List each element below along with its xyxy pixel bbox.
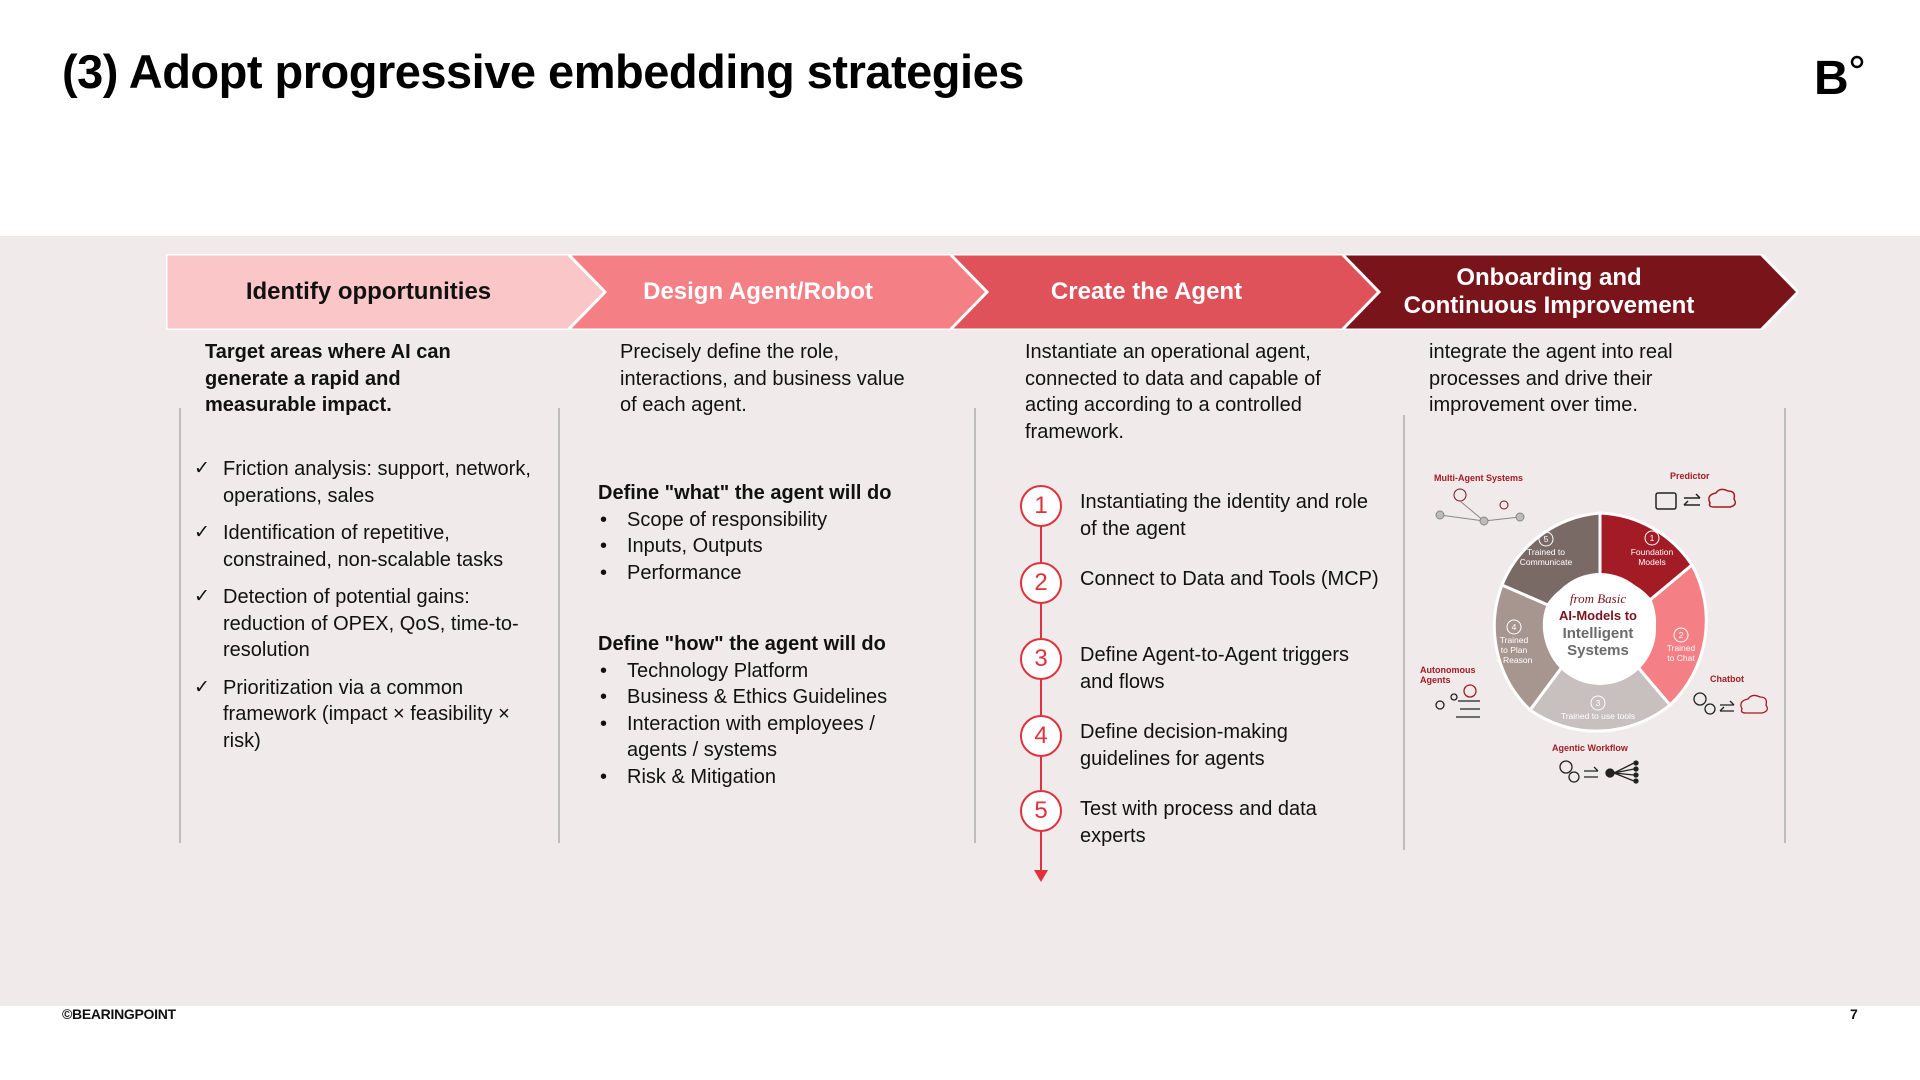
segment-number: 1 bbox=[1649, 533, 1655, 543]
divider-line bbox=[1403, 415, 1405, 850]
phase-design-agent bbox=[568, 254, 990, 330]
list-item bbox=[598, 658, 938, 685]
col1-intro bbox=[205, 339, 525, 419]
divider-line bbox=[179, 408, 181, 843]
checkmark-icon: ✓ bbox=[194, 586, 210, 607]
list-item bbox=[598, 560, 938, 587]
list-item-text: Risk & Mitigation bbox=[627, 765, 776, 788]
segment-label: Trained bbox=[1666, 643, 1696, 653]
bullet-icon: • bbox=[600, 561, 608, 584]
footer-copyright: ©BEARINGPOINT bbox=[62, 1006, 176, 1022]
segment-number: 4 bbox=[1511, 622, 1517, 632]
bullet-icon: • bbox=[600, 712, 608, 735]
segment-label: Trained bbox=[1499, 635, 1529, 645]
bearingpoint-logo bbox=[1812, 48, 1872, 108]
segment-number: 2 bbox=[1678, 630, 1684, 640]
phase-create-agent bbox=[950, 254, 1382, 330]
phase-identify-opportunities bbox=[166, 254, 608, 330]
list-item-text: Interaction with employees / agents / systems bbox=[627, 712, 875, 761]
list-item bbox=[598, 684, 938, 711]
define-what-section bbox=[598, 480, 938, 586]
list-item-text: Identification of repetitive, constrained, non-scalable tasks bbox=[223, 522, 504, 571]
arrow-down-icon bbox=[1034, 870, 1048, 882]
list-item bbox=[598, 711, 938, 764]
list-item-text: Friction analysis: support, network, operations, sales bbox=[223, 458, 531, 507]
segment-number: 5 bbox=[1543, 534, 1549, 544]
step-number-badge: 2 bbox=[1020, 562, 1062, 604]
segment-label: to Chat bbox=[1667, 653, 1695, 663]
step-text: Connect to Data and Tools (MCP) bbox=[1080, 568, 1379, 590]
phase-label-line2: Continuous Improvement bbox=[1403, 292, 1695, 319]
intro-line: connected to data and capable of bbox=[1025, 367, 1321, 390]
intro-line: Instantiate an operational agent, bbox=[1025, 341, 1311, 363]
bullet-list bbox=[598, 507, 938, 587]
divider-line bbox=[558, 408, 560, 843]
bullet-icon: • bbox=[600, 508, 608, 531]
list-item-text: Performance bbox=[627, 561, 742, 584]
bullet-icon: • bbox=[600, 535, 608, 557]
outer-label-predictor: Predictor bbox=[1670, 471, 1710, 481]
agentic-workflow-icon bbox=[1560, 761, 1638, 783]
checkmark-icon: ✓ bbox=[194, 676, 210, 698]
intro-line: framework. bbox=[1025, 420, 1124, 443]
autonomous-agents-icon bbox=[1436, 685, 1480, 717]
page-number: 7 bbox=[1850, 1006, 1858, 1022]
list-item-text: Inputs, Outputs bbox=[627, 535, 763, 557]
phase-label: Design Agent/Robot bbox=[643, 278, 873, 305]
intro-line: interactions, and business value bbox=[620, 367, 905, 390]
bullet-list bbox=[598, 658, 938, 791]
chatbot-icon bbox=[1694, 693, 1767, 714]
segment-label: Trained to use tools bbox=[1560, 711, 1636, 721]
list-item bbox=[598, 764, 938, 791]
divider-line bbox=[974, 408, 976, 843]
phase-label bbox=[1342, 254, 1756, 330]
list-item-text: Prioritization via a common framework (impact × feasibility × risk) bbox=[223, 676, 510, 752]
checkmark-icon: ✓ bbox=[194, 522, 210, 543]
outer-label-agentic-workflow: Agentic Workflow bbox=[1552, 743, 1628, 753]
cycle-center-text: Systems bbox=[1567, 642, 1629, 659]
step-text: Define decision-making guidelines for agents bbox=[1080, 721, 1288, 770]
phase-label-line1: Onboarding and bbox=[1456, 264, 1642, 291]
cycle-center-text: from Basic bbox=[1569, 591, 1627, 606]
segment-number: 3 bbox=[1595, 698, 1601, 708]
list-item-text: Technology Platform bbox=[627, 659, 809, 682]
intro-line: processes and drive their bbox=[1429, 367, 1653, 390]
svg-text:B: B bbox=[1814, 52, 1849, 105]
step-number-badge: 5 bbox=[1020, 790, 1062, 832]
list-item bbox=[194, 520, 534, 573]
intro-line: of each agent. bbox=[620, 394, 747, 416]
intro-line: improvement over time. bbox=[1429, 394, 1638, 416]
checkmark-icon: ✓ bbox=[194, 458, 210, 479]
list-item bbox=[598, 533, 938, 560]
bullet-icon: • bbox=[600, 659, 608, 682]
step-text: Test with process and data experts bbox=[1080, 798, 1317, 847]
segment-label: Models bbox=[1638, 557, 1666, 567]
phase-label: Identify opportunities bbox=[245, 278, 492, 305]
section-heading: Define "how" the agent will do bbox=[598, 633, 886, 655]
segment-label: to Plan bbox=[1500, 645, 1528, 655]
segment-label: Communicate bbox=[1519, 557, 1573, 567]
list-item bbox=[194, 675, 534, 755]
bullet-icon: • bbox=[600, 686, 608, 708]
segment-label: + Reason bbox=[1495, 655, 1533, 665]
outer-label-multi-agent: Multi-Agent Systems bbox=[1434, 473, 1524, 483]
cycle-center-text: AI-Models to bbox=[1559, 608, 1637, 623]
phase-label: Create the Agent bbox=[1050, 278, 1243, 305]
col2-intro bbox=[620, 339, 950, 419]
list-item-text: Business & Ethics Guidelines bbox=[627, 686, 888, 708]
outer-label-autonomous: Agents bbox=[1420, 675, 1451, 685]
outer-label-autonomous: Autonomous bbox=[1420, 665, 1476, 675]
intro-line: Target areas where AI can bbox=[205, 341, 451, 363]
col4-intro bbox=[1429, 339, 1769, 419]
list-item-text: Scope of responsibility bbox=[627, 508, 828, 531]
intro-line: measurable impact. bbox=[205, 394, 392, 416]
step-number-badge: 1 bbox=[1020, 485, 1062, 527]
multi-agent-network-icon bbox=[1436, 489, 1524, 525]
phase-onboarding bbox=[1342, 254, 1798, 330]
list-item-text: Detection of potential gains: reduction of OPEX, QoS, time-to-resolution bbox=[223, 586, 519, 661]
outer-label-chatbot: Chatbot bbox=[1710, 674, 1744, 684]
intro-line: generate a rapid and bbox=[205, 367, 401, 390]
step-text: Define Agent-to-Agent triggers and flows bbox=[1080, 644, 1350, 693]
intro-line: Precisely define the role, bbox=[620, 341, 840, 363]
define-how-section bbox=[598, 631, 938, 790]
section-heading: Define "what" the agent will do bbox=[598, 482, 892, 504]
col3-intro bbox=[1025, 339, 1365, 445]
cycle-center-text: Intelligent bbox=[1562, 625, 1634, 642]
step-number-badge: 4 bbox=[1020, 715, 1062, 757]
segment-label: Foundation bbox=[1630, 547, 1674, 557]
ai-evolution-cycle-diagram bbox=[1420, 465, 1820, 795]
predictor-icon bbox=[1656, 489, 1735, 509]
intro-line: acting according to a controlled bbox=[1025, 394, 1302, 416]
step-text: Instantiating the identity and role of the agent bbox=[1080, 491, 1368, 540]
page-title: (3) Adopt progressive embedding strategies bbox=[62, 45, 1024, 98]
opportunity-checklist bbox=[194, 456, 534, 765]
segment-label: Trained to bbox=[1527, 547, 1565, 557]
step-number-badge: 3 bbox=[1020, 638, 1062, 680]
list-item bbox=[598, 507, 938, 534]
bullet-icon: • bbox=[600, 765, 608, 788]
list-item bbox=[194, 584, 534, 664]
intro-line: integrate the agent into real bbox=[1429, 341, 1673, 363]
list-item bbox=[194, 456, 534, 509]
